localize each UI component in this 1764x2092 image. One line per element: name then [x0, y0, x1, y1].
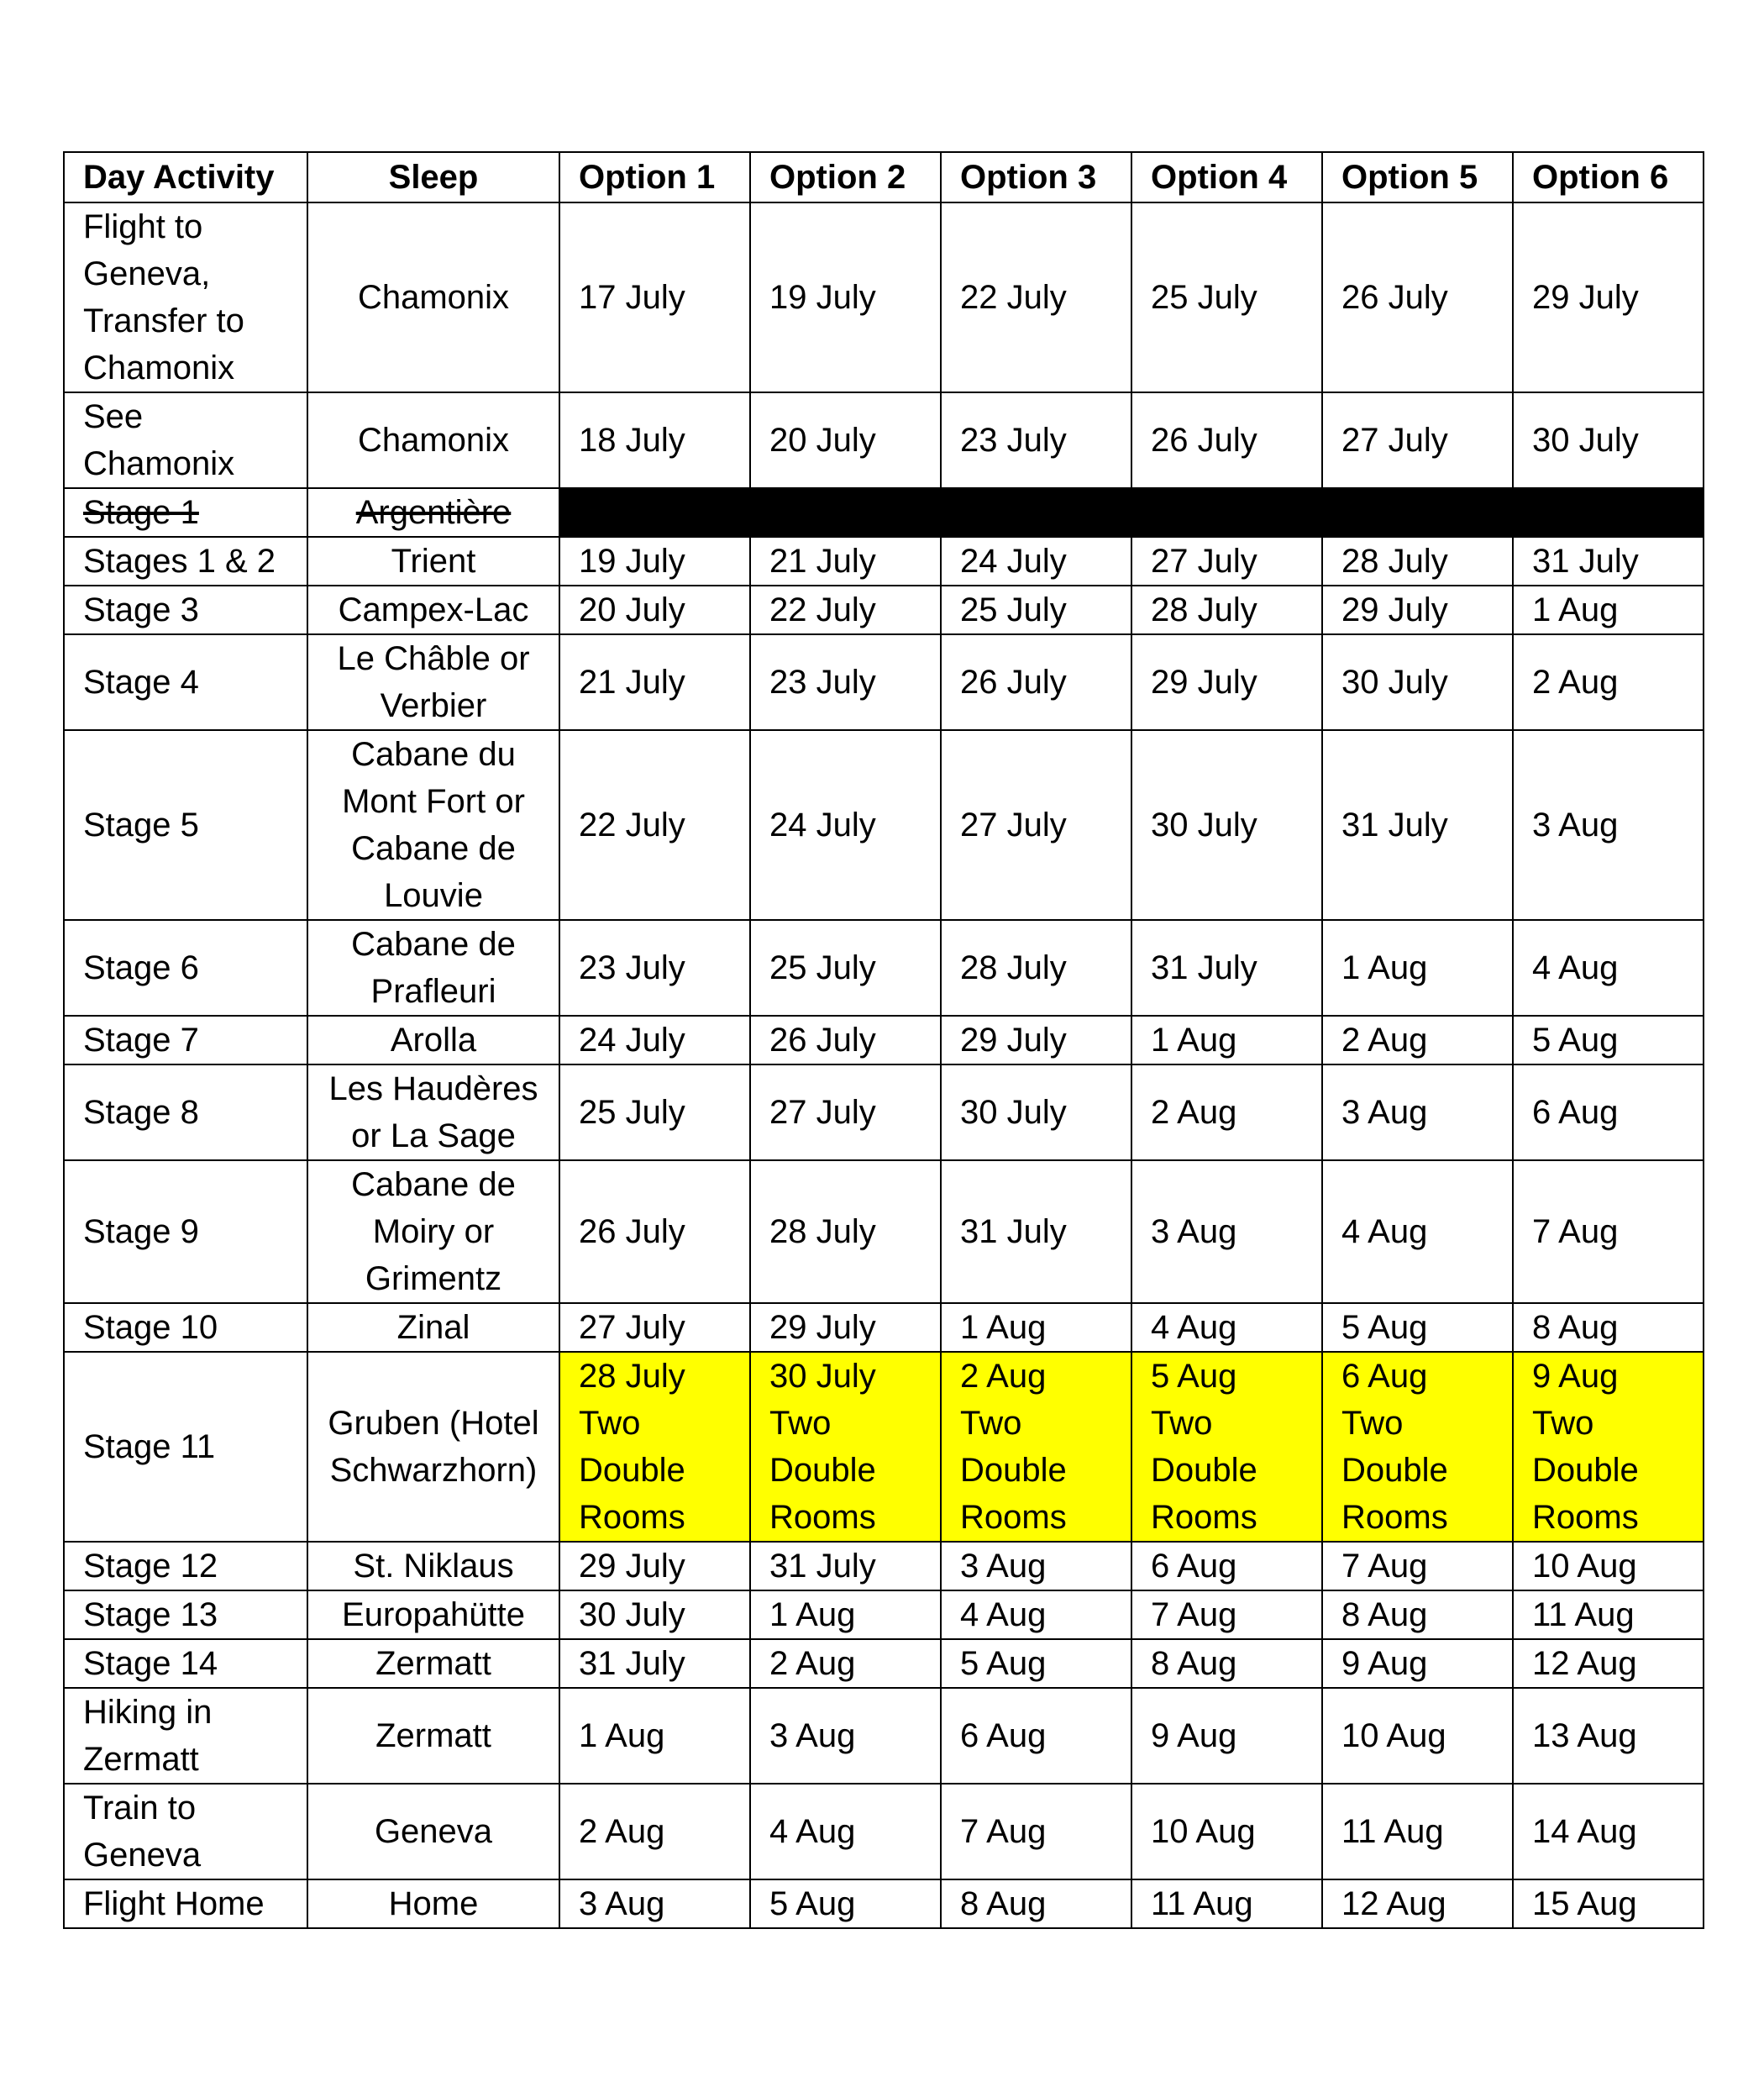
option-4-date-cell: 3 Aug — [1131, 1160, 1322, 1303]
sleep-cell: Home — [307, 1879, 559, 1928]
sleep-cell: Campex-Lac — [307, 586, 559, 634]
option-5-date-cell: 28 July — [1322, 537, 1513, 586]
blacked-out-cell — [1131, 488, 1322, 537]
option-2-date-cell: 29 July — [750, 1303, 941, 1352]
sleep-cell: Cabane de Moiry or Grimentz — [307, 1160, 559, 1303]
table-row — [64, 586, 1704, 634]
day-activity-cell: Stage 8 — [64, 1064, 307, 1160]
option-2-date-cell: 19 July — [750, 202, 941, 392]
option-4-date-cell: 2 Aug — [1131, 1064, 1322, 1160]
day-activity-cell: Flight Home — [64, 1879, 307, 1928]
option-4-date-cell: 7 Aug — [1131, 1590, 1322, 1639]
table-row — [64, 488, 1704, 537]
table-body — [64, 202, 1704, 1928]
table-row — [64, 1160, 1704, 1303]
table-row — [64, 1639, 1704, 1688]
option-2-date-cell: 2 Aug — [750, 1639, 941, 1688]
header-sleep: Sleep — [307, 152, 559, 202]
table-row — [64, 1016, 1704, 1064]
sleep-cell: Europahütte — [307, 1590, 559, 1639]
option-1-date-cell: 2 Aug — [559, 1784, 750, 1879]
sleep-cell: Cabane du Mont Fort or Cabane de Louvie — [307, 730, 559, 920]
option-1-date-cell: 28 July Two Double Rooms — [559, 1352, 750, 1542]
option-1-date-cell: 29 July — [559, 1542, 750, 1590]
table-row — [64, 1688, 1704, 1784]
sleep-cell: Geneva — [307, 1784, 559, 1879]
option-4-date-cell: 29 July — [1131, 634, 1322, 730]
option-4-date-cell: 31 July — [1131, 920, 1322, 1016]
option-1-date-cell: 17 July — [559, 202, 750, 392]
header-row — [64, 152, 1704, 202]
option-2-date-cell: 22 July — [750, 586, 941, 634]
option-5-date-cell: 11 Aug — [1322, 1784, 1513, 1879]
table-row — [64, 1879, 1704, 1928]
option-1-date-cell: 23 July — [559, 920, 750, 1016]
option-6-date-cell: 7 Aug — [1513, 1160, 1704, 1303]
option-5-date-cell: 5 Aug — [1322, 1303, 1513, 1352]
day-activity-cell: Stages 1 & 2 — [64, 537, 307, 586]
option-1-date-cell: 19 July — [559, 537, 750, 586]
option-5-date-cell: 12 Aug — [1322, 1879, 1513, 1928]
option-6-date-cell: 3 Aug — [1513, 730, 1704, 920]
option-2-date-cell: 3 Aug — [750, 1688, 941, 1784]
option-3-date-cell: 23 July — [941, 392, 1131, 488]
day-activity-cell: Stage 12 — [64, 1542, 307, 1590]
table-row — [64, 634, 1704, 730]
option-6-date-cell: 5 Aug — [1513, 1016, 1704, 1064]
option-2-date-cell: 28 July — [750, 1160, 941, 1303]
option-4-date-cell: 27 July — [1131, 537, 1322, 586]
day-activity-cell: Hiking in Zermatt — [64, 1688, 307, 1784]
option-2-date-cell: 1 Aug — [750, 1590, 941, 1639]
option-2-date-cell: 21 July — [750, 537, 941, 586]
option-4-date-cell: 26 July — [1131, 392, 1322, 488]
header-option-4: Option 4 — [1131, 152, 1322, 202]
option-1-date-cell: 30 July — [559, 1590, 750, 1639]
option-5-date-cell: 2 Aug — [1322, 1016, 1513, 1064]
option-3-date-cell: 1 Aug — [941, 1303, 1131, 1352]
table-row — [64, 1303, 1704, 1352]
header-day-activity: Day Activity — [64, 152, 307, 202]
day-activity-cell: Stage 9 — [64, 1160, 307, 1303]
option-6-date-cell: 6 Aug — [1513, 1064, 1704, 1160]
option-6-date-cell: 31 July — [1513, 537, 1704, 586]
day-activity-cell: Stage 6 — [64, 920, 307, 1016]
option-2-date-cell: 27 July — [750, 1064, 941, 1160]
option-6-date-cell: 9 Aug Two Double Rooms — [1513, 1352, 1704, 1542]
day-activity-cell: Stage 4 — [64, 634, 307, 730]
sleep-cell: Les Haudères or La Sage — [307, 1064, 559, 1160]
day-activity-cell: Stage 10 — [64, 1303, 307, 1352]
option-6-date-cell: 12 Aug — [1513, 1639, 1704, 1688]
option-3-date-cell: 2 Aug Two Double Rooms — [941, 1352, 1131, 1542]
option-3-date-cell: 4 Aug — [941, 1590, 1131, 1639]
option-6-date-cell: 10 Aug — [1513, 1542, 1704, 1590]
sleep-cell: Chamonix — [307, 202, 559, 392]
option-3-date-cell: 25 July — [941, 586, 1131, 634]
sleep-cell: St. Niklaus — [307, 1542, 559, 1590]
header-option-1: Option 1 — [559, 152, 750, 202]
option-2-date-cell: 26 July — [750, 1016, 941, 1064]
option-3-date-cell: 28 July — [941, 920, 1131, 1016]
sleep-cell: Le Châble or Verbier — [307, 634, 559, 730]
table-row — [64, 1590, 1704, 1639]
header-option-3: Option 3 — [941, 152, 1131, 202]
blacked-out-cell — [1513, 488, 1704, 537]
option-4-date-cell: 5 Aug Two Double Rooms — [1131, 1352, 1322, 1542]
table-row — [64, 392, 1704, 488]
itinerary-table — [63, 151, 1704, 1929]
option-3-date-cell: 6 Aug — [941, 1688, 1131, 1784]
option-4-date-cell: 30 July — [1131, 730, 1322, 920]
option-2-date-cell: 23 July — [750, 634, 941, 730]
option-1-date-cell: 25 July — [559, 1064, 750, 1160]
day-activity-cell: Flight to Geneva, Transfer to Chamonix — [64, 202, 307, 392]
option-6-date-cell: 11 Aug — [1513, 1590, 1704, 1639]
option-3-date-cell: 31 July — [941, 1160, 1131, 1303]
option-4-date-cell: 4 Aug — [1131, 1303, 1322, 1352]
option-6-date-cell: 4 Aug — [1513, 920, 1704, 1016]
table-row — [64, 920, 1704, 1016]
option-4-date-cell: 10 Aug — [1131, 1784, 1322, 1879]
header-option-6: Option 6 — [1513, 152, 1704, 202]
option-3-date-cell: 22 July — [941, 202, 1131, 392]
day-activity-cell: Stage 14 — [64, 1639, 307, 1688]
option-4-date-cell: 8 Aug — [1131, 1639, 1322, 1688]
day-activity-cell: Stage 3 — [64, 586, 307, 634]
option-6-date-cell: 2 Aug — [1513, 634, 1704, 730]
table-row — [64, 730, 1704, 920]
option-1-date-cell: 3 Aug — [559, 1879, 750, 1928]
option-2-date-cell: 4 Aug — [750, 1784, 941, 1879]
option-6-date-cell: 14 Aug — [1513, 1784, 1704, 1879]
day-activity-cell: Stage 13 — [64, 1590, 307, 1639]
blacked-out-cell — [559, 488, 750, 537]
option-1-date-cell: 20 July — [559, 586, 750, 634]
day-activity-cell: Train to Geneva — [64, 1784, 307, 1879]
option-2-date-cell: 30 July Two Double Rooms — [750, 1352, 941, 1542]
option-1-date-cell: 1 Aug — [559, 1688, 750, 1784]
option-5-date-cell: 6 Aug Two Double Rooms — [1322, 1352, 1513, 1542]
sleep-cell: Cabane de Prafleuri — [307, 920, 559, 1016]
option-1-date-cell: 26 July — [559, 1160, 750, 1303]
sleep-cell: Zermatt — [307, 1639, 559, 1688]
option-2-date-cell: 25 July — [750, 920, 941, 1016]
option-2-date-cell: 20 July — [750, 392, 941, 488]
blacked-out-cell — [941, 488, 1131, 537]
option-5-date-cell: 31 July — [1322, 730, 1513, 920]
option-3-date-cell: 3 Aug — [941, 1542, 1131, 1590]
option-5-date-cell: 7 Aug — [1322, 1542, 1513, 1590]
option-3-date-cell: 26 July — [941, 634, 1131, 730]
option-4-date-cell: 25 July — [1131, 202, 1322, 392]
table-row — [64, 537, 1704, 586]
option-6-date-cell: 8 Aug — [1513, 1303, 1704, 1352]
option-5-date-cell: 30 July — [1322, 634, 1513, 730]
option-5-date-cell: 3 Aug — [1322, 1064, 1513, 1160]
option-1-date-cell: 27 July — [559, 1303, 750, 1352]
option-3-date-cell: 30 July — [941, 1064, 1131, 1160]
option-2-date-cell: 5 Aug — [750, 1879, 941, 1928]
option-4-date-cell: 1 Aug — [1131, 1016, 1322, 1064]
option-3-date-cell: 27 July — [941, 730, 1131, 920]
option-6-date-cell: 15 Aug — [1513, 1879, 1704, 1928]
option-3-date-cell: 7 Aug — [941, 1784, 1131, 1879]
sleep-cell: Arolla — [307, 1016, 559, 1064]
blacked-out-cell — [750, 488, 941, 537]
sleep-cell: Trient — [307, 537, 559, 586]
header-option-5: Option 5 — [1322, 152, 1513, 202]
option-6-date-cell: 13 Aug — [1513, 1688, 1704, 1784]
table-row — [64, 1352, 1704, 1542]
sleep-cell: Argentière — [307, 488, 559, 537]
header-option-2: Option 2 — [750, 152, 941, 202]
option-1-date-cell: 18 July — [559, 392, 750, 488]
day-activity-cell: Stage 1 — [64, 488, 307, 537]
option-1-date-cell: 24 July — [559, 1016, 750, 1064]
sleep-cell: Zermatt — [307, 1688, 559, 1784]
option-6-date-cell: 29 July — [1513, 202, 1704, 392]
sleep-cell: Gruben (Hotel Schwarzhorn) — [307, 1352, 559, 1542]
option-1-date-cell: 21 July — [559, 634, 750, 730]
option-1-date-cell: 22 July — [559, 730, 750, 920]
table-row — [64, 202, 1704, 392]
option-3-date-cell: 8 Aug — [941, 1879, 1131, 1928]
option-1-date-cell: 31 July — [559, 1639, 750, 1688]
table-row — [64, 1542, 1704, 1590]
option-6-date-cell: 30 July — [1513, 392, 1704, 488]
option-5-date-cell: 26 July — [1322, 202, 1513, 392]
option-2-date-cell: 24 July — [750, 730, 941, 920]
option-4-date-cell: 28 July — [1131, 586, 1322, 634]
option-3-date-cell: 24 July — [941, 537, 1131, 586]
option-5-date-cell: 8 Aug — [1322, 1590, 1513, 1639]
option-3-date-cell: 5 Aug — [941, 1639, 1131, 1688]
table-row — [64, 1784, 1704, 1879]
option-5-date-cell: 29 July — [1322, 586, 1513, 634]
option-4-date-cell: 11 Aug — [1131, 1879, 1322, 1928]
option-4-date-cell: 6 Aug — [1131, 1542, 1322, 1590]
option-2-date-cell: 31 July — [750, 1542, 941, 1590]
option-4-date-cell: 9 Aug — [1131, 1688, 1322, 1784]
sleep-cell: Zinal — [307, 1303, 559, 1352]
option-5-date-cell: 10 Aug — [1322, 1688, 1513, 1784]
blacked-out-cell — [1322, 488, 1513, 537]
option-5-date-cell: 9 Aug — [1322, 1639, 1513, 1688]
day-activity-cell: Stage 11 — [64, 1352, 307, 1542]
day-activity-cell: Stage 7 — [64, 1016, 307, 1064]
sleep-cell: Chamonix — [307, 392, 559, 488]
option-6-date-cell: 1 Aug — [1513, 586, 1704, 634]
option-5-date-cell: 4 Aug — [1322, 1160, 1513, 1303]
option-5-date-cell: 27 July — [1322, 392, 1513, 488]
day-activity-cell: See Chamonix — [64, 392, 307, 488]
table-row — [64, 1064, 1704, 1160]
option-3-date-cell: 29 July — [941, 1016, 1131, 1064]
option-5-date-cell: 1 Aug — [1322, 920, 1513, 1016]
day-activity-cell: Stage 5 — [64, 730, 307, 920]
